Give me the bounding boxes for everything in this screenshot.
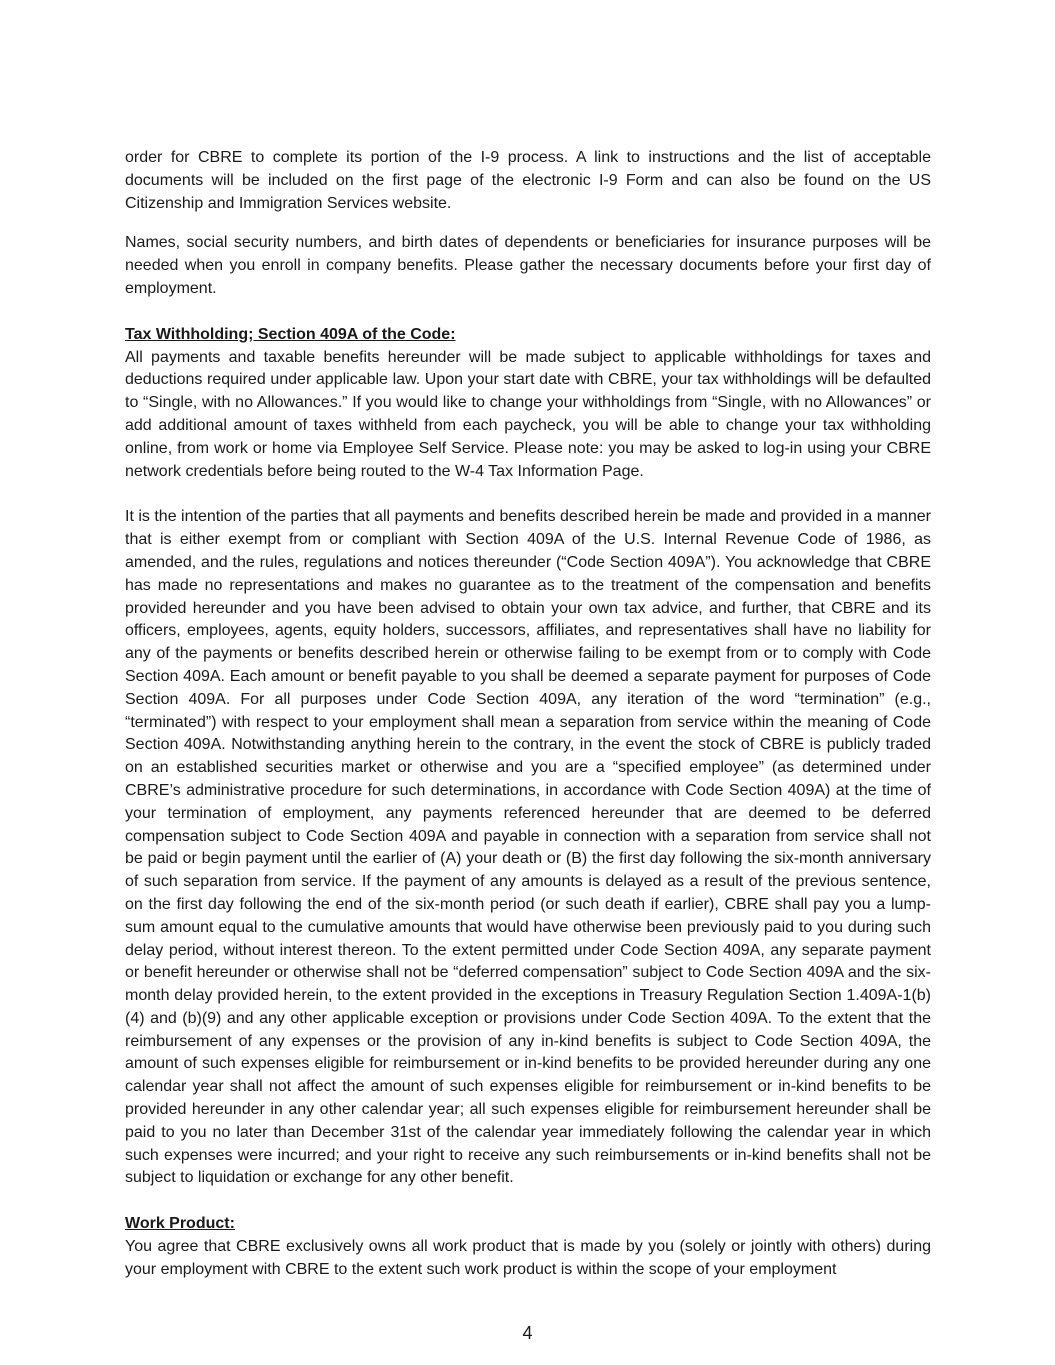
work-product-paragraph: You agree that CBRE exclusively owns all work product that is made by you (solely or jointly with others) during your employment with CBRE to the extent such work product is within the scope of your employment (125, 1238, 931, 1278)
tax-withholding-heading: Tax Withholding; Section 409A of the Code: (125, 325, 456, 343)
intro-paragraph-i9: order for CBRE to complete its portion of the I-9 process. A link to instructions and the list of acceptable documents will be included on the first page of the electronic I-9 Form and can also be found on the US Citizenship and Immigration Services website. (125, 149, 931, 212)
section-409a-paragraph: It is the intention of the parties that all payments and benefits described herein be made and provided in a manner that is either exempt from or compliant with Section 409A of the U.S. Internal Revenue Code of 1986, as amended, and the rules, regulations and notices thereunder (“Code Section 409A”). You acknowledge that CBRE has made no representations and makes no guarantee as to the treatment of the compensation and benefits provided hereunder and you have been advised to obtain your own tax advice, and further, that CBRE and its officers, employees, agents, equity holders, successors, affiliates, and representatives shall have no liability for any of the payments or benefits described herein or otherwise failing to be exempt from or to comply with Code Section 409A. Each amount or benefit payable to you shall be deemed a separate payment for purposes of Code Section 409A. For all purposes under Code Section 409A, any iteration of the word “termination” (e.g., “terminated”) with respect to your employment shall mean a separation from service within the meaning of Code Section 409A. Notwithstanding anything herein to the contrary, in the event the stock of CBRE is publicly traded on an established securities market or otherwise and you are a “specified employee” (as determined under CBRE’s administrative procedure for such determinations, in accordance with Code Section 409A) at the time of your termination of employment, any payments referenced hereunder that are deemed to be deferred compensation subject to Code Section 409A and payable in connection with a separation from service shall not be paid or begin payment until the earlier of (A) your death or (B) the first day following the six-month anniversary of such separation from service. If the payment of any amounts is delayed as a result of the previous sentence, on the first day following the end of the six-month period (or such death if earlier), CBRE shall pay you a lump-sum amount equal to the cumulative amounts that would have otherwise been previously paid to you during such delay period, without interest thereon. To the extent permitted under Code Section 409A, any separate payment or benefit hereunder or otherwise shall not be “deferred compensation” subject to Code Section 409A and the six-month delay provided herein, to the extent provided in the exceptions in Treasury Regulation Section 1.409A-1(b)(4) and (b)(9) and any other applicable exception or provisions under Code Section 409A. To the extent that the reimbursement of any expenses or the provision of any in-kind benefits is subject to Code Section 409A, the amount of such expenses eligible for reimbursement or in-kind benefits to be provided hereunder during any one calendar year shall not affect the amount of such expenses eligible for reimbursement or in-kind benefits to be provided hereunder in any other calendar year; all such expenses eligible for reimbursement hereunder shall be paid to you no later than December 31st of the calendar year immediately following the calendar year in which such expenses were incurred; and your right to receive any such reimbursements or in-kind benefits shall not be subject to liquidation or exchange for any other benefit. (125, 508, 931, 1187)
tax-withholding-paragraph: All payments and taxable benefits hereunder will be made subject to applicable withholdings for taxes and deductions required under applicable law. Upon your start date with CBRE, your tax withholdings will be defaulted to “Single, with no Allowances.” If you would like to change your withholdings from “Single, with no Allowances” or add additional amount of taxes withheld from each paycheck, you will be able to change your tax withholding online, from work or home via Employee Self Service. Please note: you may be asked to log-in using your CBRE network credentials before being routed to the W-4 Tax Information Page. (125, 348, 931, 480)
intro-paragraph-dependents: Names, social security numbers, and birth dates of dependents or beneficiaries for insurance purposes will be needed when you enroll in company benefits. Please gather the necessary documents before your first day of employment. (125, 234, 931, 297)
document-body (125, 147, 931, 1282)
page-number: 4 (522, 1323, 533, 1343)
work-product-heading: Work Product: (125, 1215, 235, 1233)
